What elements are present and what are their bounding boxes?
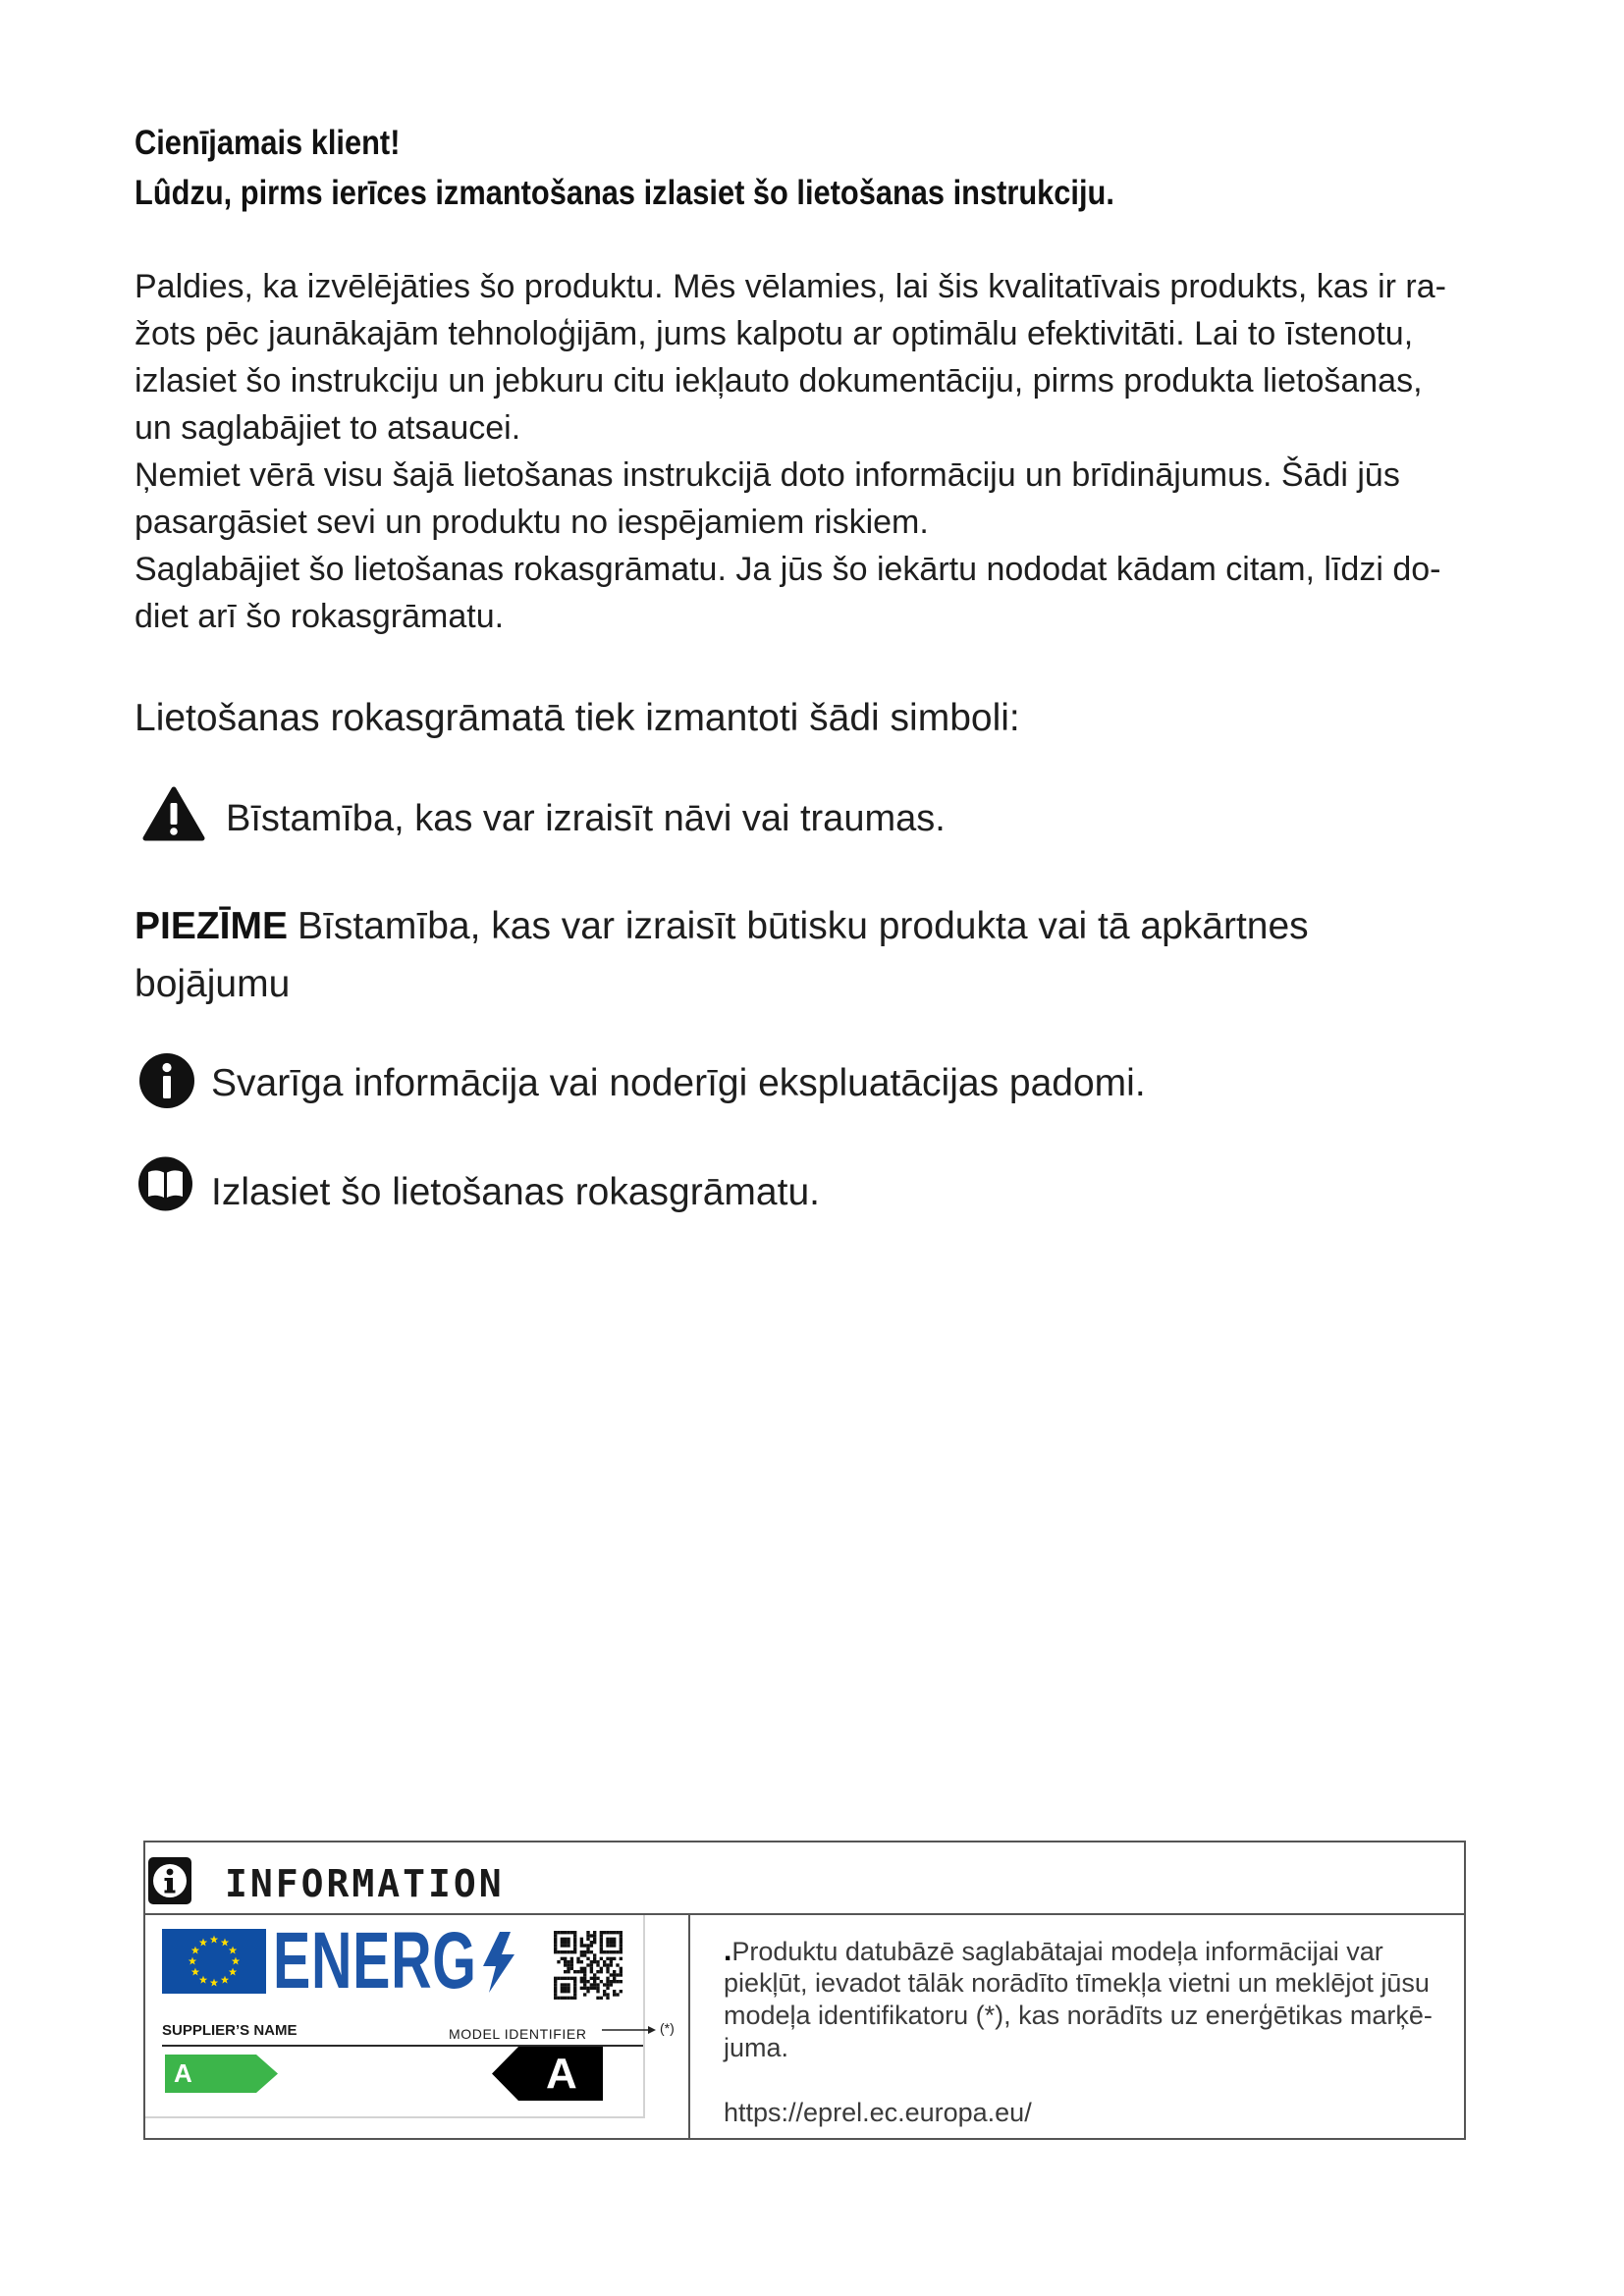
qr-module [620,1990,623,1993]
qr-module [554,1944,557,1947]
qr-module [573,1997,576,2000]
qr-module [613,1957,616,1960]
description-bullet: . [724,1935,732,1967]
qr-module [570,1997,573,2000]
book-left-page [148,1170,164,1198]
qr-module [583,1983,586,1986]
qr-module [610,1973,613,1976]
qr-module [576,1960,579,1963]
qr-module [610,1980,613,1983]
qr-module [603,1990,606,1993]
qr-module [567,1970,569,1973]
qr-module [554,1990,557,1993]
qr-module [564,1970,567,1973]
qr-module [583,1970,586,1973]
intro-line: diet arī šo rokasgrāmatu. [135,598,505,635]
intro-line: Paldies, ka izvēlējāties šo produktu. Mēs vēlamies, lai šis kvalitatīvais produkts, kas ir ra- [135,268,1446,305]
qr-module [593,1957,596,1960]
qr-module [620,1931,623,1934]
qr-module [600,1931,603,1934]
qr-module [593,1934,596,1937]
qr-module [600,1934,603,1937]
qr-module [583,1944,586,1947]
qr-module [590,1950,593,1953]
book-right-page [167,1170,183,1198]
qr-module [613,1931,616,1934]
qr-module [580,1950,583,1953]
qr-module [557,1931,560,1934]
qr-module [620,1948,623,1950]
qr-module [606,1957,609,1960]
qr-module [554,1941,557,1944]
qr-module [600,1957,603,1960]
qr-module [596,1990,599,1993]
qr-module [567,1997,569,2000]
qr-module [564,1941,567,1944]
qr-module [596,1977,599,1980]
warning-exclamation-dot [170,828,178,835]
qr-module [590,1977,593,1980]
greeting-request: Lûdzu, pirms ierīces izmantošanas izlasiet šo lietošanas instrukciju. [135,174,1114,212]
qr-module [580,1938,583,1941]
qr-module [620,1938,623,1941]
note-line [135,897,1309,955]
qr-module [576,1970,579,1973]
information-box-header [145,1842,1464,1915]
qr-module [610,1938,613,1941]
qr-module [616,1950,619,1953]
qr-module [561,1944,564,1947]
qr-module [613,1993,616,1996]
qr-module [573,1931,576,1934]
qr-module [567,1931,569,1934]
information-box [143,1841,1466,2140]
qr-module [593,1987,596,1990]
qr-module [564,1987,567,1990]
product-class-arrow [492,2047,603,2101]
info-icon-dot [167,1869,174,1876]
qr-module [561,1977,564,1980]
qr-module [590,1934,593,1937]
info-icon-stem [163,1076,171,1098]
qr-module [573,1987,576,1990]
qr-module [567,1950,569,1953]
qr-module [590,1970,593,1973]
energy-scale-class-arrow [165,2055,278,2093]
qr-module [567,1983,569,1986]
arrow-head [648,2026,656,2034]
qr-module [573,1990,576,1993]
qr-module [561,1987,564,1990]
model-identifier-marker: (*) [660,2020,675,2036]
qr-module [573,1970,576,1973]
info-description: Svarīga informācija vai noderīgi ekspluatācijas padomi. [211,1062,1146,1104]
qr-module [554,1993,557,1996]
qr-module [583,1950,586,1953]
eprel-description [724,1935,1433,2064]
qr-module [586,1990,589,1993]
intro-line: Saglabājiet šo lietošanas rokasgrāmatu. Ja jūs šo iekārtu nododat kādam citam, līdzi do- [135,551,1441,588]
eu-flag-icon [162,1929,266,1994]
description-text: Produktu datubāzē saglabātajai modeļa informācijai var [731,1937,1383,1966]
qr-module [586,1957,589,1960]
qr-module [554,1997,557,2000]
qr-module [586,1931,589,1934]
qr-module [613,1980,616,1983]
qr-module [561,1941,564,1944]
qr-module [610,1941,613,1944]
intro-line: žots pēc jaunākajām tehnoloģijām, jums kalpotu ar optimālu efektivitāti. Lai to īstenotu, [135,315,1414,352]
qr-module [616,1980,619,1983]
qr-module [583,1953,586,1956]
note-label: PIEZĪME [135,905,289,947]
information-title: INFORMATION [225,1862,505,1905]
eprel-url: https://eprel.ec.europa.eu/ [724,2098,1032,2127]
qr-module [610,1944,613,1947]
qr-module [573,1980,576,1983]
qr-module [593,1980,596,1983]
qr-module [606,1967,609,1970]
qr-module [554,1938,557,1941]
qr-module [613,1938,616,1941]
qr-module [606,1997,609,2000]
qr-module [573,1938,576,1941]
warning-exclamation-bar [171,803,178,825]
qr-module [564,1963,567,1966]
qr-module [600,1970,603,1973]
qr-module [554,1950,557,1953]
qr-module [616,1973,619,1976]
qr-module [606,1950,609,1953]
arrow-right-icon [602,2025,656,2035]
qr-module [613,1973,616,1976]
qr-module [583,1993,586,1996]
qr-module [616,1963,619,1966]
qr-module [610,1931,613,1934]
qr-module [586,1948,589,1950]
qr-module [567,1963,569,1966]
qr-module [593,1938,596,1941]
qr-module [596,1987,599,1990]
qr-module [557,1950,560,1953]
qr-module [606,1944,609,1947]
qr-module [573,1941,576,1944]
symbols-heading: Lietošanas rokasgrāmatā tiek izmantoti šādi simboli: [135,697,1020,739]
intro-line: pasargāsiet sevi un produktu no iespējamiem riskiem. [135,504,929,541]
qr-module [561,1997,564,2000]
qr-module [596,1997,599,2000]
description-line: juma. [724,2033,789,2062]
qr-module [561,1957,564,1960]
qr-module [606,1941,609,1944]
qr-module [593,1977,596,1980]
qr-module [586,1938,589,1941]
qr-module [570,1950,573,1953]
qr-module [606,1977,609,1980]
qr-module [600,1950,603,1953]
qr-module [603,1993,606,1996]
qr-module [554,1977,557,1980]
qr-module [580,1980,583,1983]
qr-module [620,1980,623,1983]
qr-module [561,1950,564,1953]
qr-module [586,1963,589,1966]
qr-module [586,1944,589,1947]
manual-description: Izlasiet šo lietošanas rokasgrāmatu. [211,1171,820,1213]
qr-module [606,1993,609,1996]
qr-module [600,1980,603,1983]
qr-module [580,1970,583,1973]
qr-module [567,1941,569,1944]
qr-module [610,1983,613,1986]
qr-module [606,1970,609,1973]
qr-module [613,1990,616,1993]
qr-module [613,1941,616,1944]
qr-module [564,1931,567,1934]
qr-module [620,1973,623,1976]
qr-module [570,1960,573,1963]
book-icon-circle [138,1157,192,1211]
energy-scale-class: A [174,2058,192,2088]
qr-module [606,1963,609,1966]
qr-module [593,1953,596,1956]
supplier-name-label: SUPPLIER’S NAME [162,2022,298,2039]
description-line: piekļūt, ievadot tālāk norādīto tīmekļa vietni un meklējot jūsu [724,1968,1430,1998]
qr-module [603,1960,606,1963]
qr-module [596,1970,599,1973]
description-line: modeļa identifikatoru (*), kas norādīts uz enerģētikas marķē- [724,2001,1433,2030]
qr-module [583,1987,586,1990]
note-line: bojājumu [135,963,291,1005]
info-icon [148,1857,191,1904]
qr-module [561,1990,564,1993]
qr-module [606,1938,609,1941]
qr-module [603,1983,606,1986]
qr-module [557,1977,560,1980]
qr-module [583,1980,586,1983]
qr-module [610,1960,613,1963]
qr-module [600,1938,603,1941]
qr-module [557,1960,560,1963]
qr-module [576,1957,579,1960]
qr-module [554,1931,557,1934]
qr-module [596,1963,599,1966]
danger-description: Bīstamība, kas var izraisīt nāvi vai traumas. [226,798,946,839]
qr-module [567,1967,569,1970]
qr-module [593,1941,596,1944]
qr-module [620,1967,623,1970]
qr-module [570,1963,573,1966]
qr-module [564,1950,567,1953]
qr-module [564,1957,567,1960]
qr-module [616,1993,619,1996]
qr-module [600,1997,603,2000]
qr-module [613,1970,616,1973]
qr-module [593,1973,596,1976]
qr-module [567,1944,569,1947]
qr-module [596,1960,599,1963]
qr-module [586,1934,589,1937]
qr-module [580,1944,583,1947]
qr-module [554,1980,557,1983]
info-icon-base [165,1891,176,1894]
qr-module [606,1931,609,1934]
qr-module [610,1950,613,1953]
qr-module [580,1977,583,1980]
qr-module [590,1960,593,1963]
note-block [135,897,1309,1013]
qr-module [564,1983,567,1986]
qr-module [583,1967,586,1970]
qr-module [564,1944,567,1947]
qr-module [600,1941,603,1944]
qr-module [564,1997,567,2000]
qr-module [620,1957,623,1960]
qr-module [570,1957,573,1960]
qr-module [554,1948,557,1950]
intro-line: Ņemiet vērā visu šajā lietošanas instrukcijā doto informāciju un brīdinājumus. Šādi jūs [135,456,1400,494]
column-divider [688,1915,690,2138]
qr-module [586,1980,589,1983]
lightning-icon [478,1932,517,1993]
qr-module [570,1931,573,1934]
qr-module [586,1950,589,1953]
qr-module [620,1941,623,1944]
energy-logo-text: ENERG [273,1916,477,2005]
qr-module [613,1944,616,1947]
qr-module [564,1977,567,1980]
qr-module [603,1963,606,1966]
qr-module [620,1934,623,1937]
qr-module [573,1948,576,1950]
qr-module [554,1934,557,1937]
qr-module [610,1957,613,1960]
qr-module [586,1987,589,1990]
qr-code-icon [554,1931,623,2000]
qr-module [600,1967,603,1970]
qr-module [593,1931,596,1934]
qr-module [590,1963,593,1966]
qr-module [573,1993,576,1996]
qr-module [593,1960,596,1963]
qr-module [561,1938,564,1941]
qr-module [567,1960,569,1963]
qr-module [583,1973,586,1976]
qr-module [583,1977,586,1980]
lightning-shape [483,1932,514,1993]
qr-module [616,1931,619,1934]
qr-module [620,1970,623,1973]
qr-module [606,1983,609,1986]
qr-module [590,1983,593,1986]
qr-module [593,1983,596,1986]
info-icon-dot [162,1063,171,1072]
qr-module [573,1983,576,1986]
qr-module [570,1977,573,1980]
qr-module [573,1977,576,1980]
qr-module [567,1990,569,1993]
qr-module [561,1931,564,1934]
qr-module [564,1938,567,1941]
qr-module [580,1967,583,1970]
qr-module [590,1944,593,1947]
qr-module [570,1967,573,1970]
qr-module [561,1983,564,1986]
intro-paragraph [135,263,1446,640]
qr-module [603,1931,606,1934]
qr-module [613,1977,616,1980]
qr-module [580,1960,583,1963]
qr-module [580,1953,583,1956]
qr-module [596,1983,599,1986]
qr-module [564,1960,567,1963]
info-icon [138,1052,195,1109]
qr-module [554,1983,557,1986]
qr-module [600,1944,603,1947]
book-icon [137,1155,193,1212]
greeting-salutation: Cienījamais klient! [135,124,401,162]
qr-module [606,1987,609,1990]
qr-module [573,1944,576,1947]
qr-module [590,1987,593,1990]
qr-module [603,1950,606,1953]
qr-module [590,1967,593,1970]
warning-triangle-icon [141,785,206,842]
qr-module [590,1941,593,1944]
qr-module [573,1934,576,1937]
qr-module [557,1997,560,2000]
product-energy-class: A [546,2050,577,2098]
note-text: Bīstamība, kas var izraisīt būtisku produkta vai tā apkārtnes [298,905,1309,947]
intro-line: un saglabājiet to atsaucei. [135,409,521,447]
qr-module [573,1950,576,1953]
info-icon-serif [165,1878,170,1881]
qr-module [620,1950,623,1953]
qr-module [567,1938,569,1941]
qr-module [580,1987,583,1990]
description-line [724,1935,1433,1967]
qr-module [613,1950,616,1953]
qr-module [567,1977,569,1980]
qr-module [600,1948,603,1950]
qr-module [567,1987,569,1990]
qr-module [606,1980,609,1983]
intro-line: izlasiet šo instrukciju un jebkuru citu iekļauto dokumentāciju, pirms produkta lietošanas, [135,362,1423,400]
qr-module [610,1963,613,1966]
qr-module [620,1944,623,1947]
qr-module [554,1987,557,1990]
model-identifier-label: MODEL IDENTIFIER [449,2026,587,2042]
qr-module [564,1990,567,1993]
qr-module [580,1941,583,1944]
